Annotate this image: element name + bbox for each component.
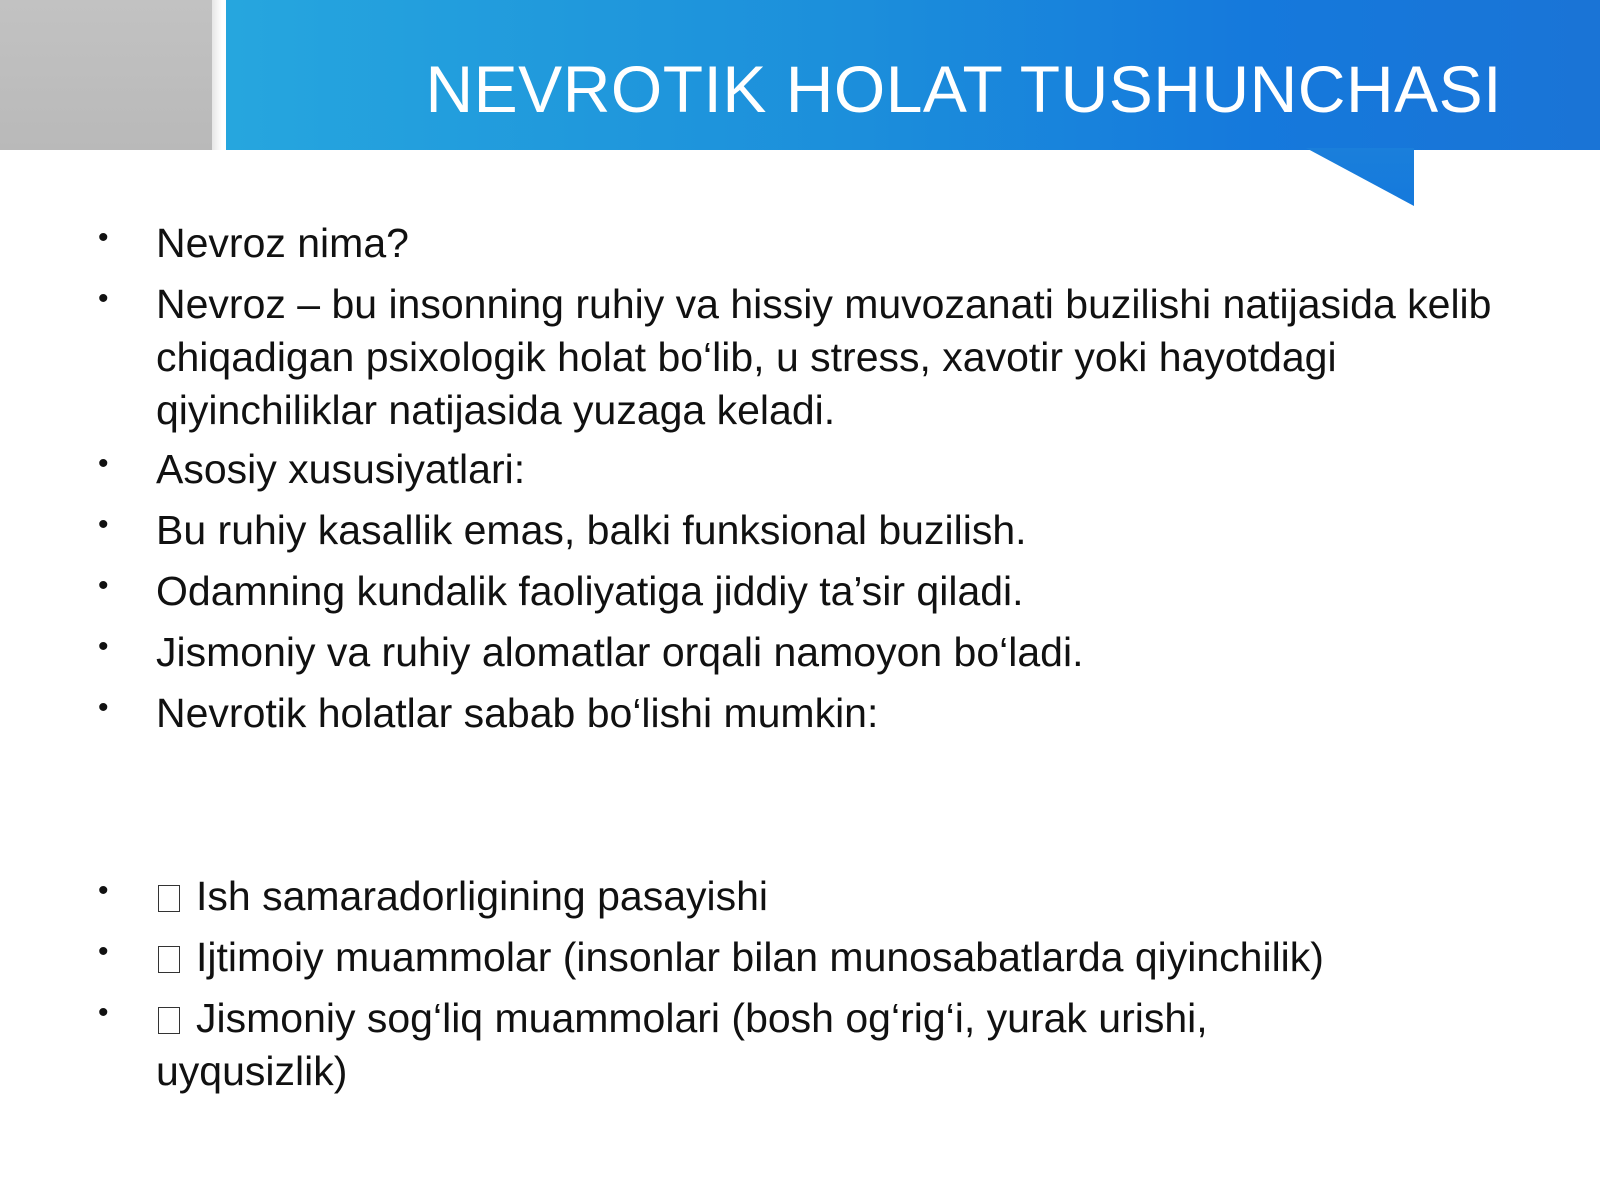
bullet-dot: • (98, 447, 109, 480)
bullet-text: Odamning kundalik faoliyatiga jiddiy ta’sir qiladi. (156, 568, 1024, 614)
bullet-dot: • (98, 935, 109, 968)
bullet-dot: • (98, 630, 109, 663)
bullet-text: Ish samaradorligining pasayishi (196, 873, 769, 919)
bullet-item (98, 931, 1516, 984)
bullet-dot: • (98, 874, 109, 907)
bullet-dot: • (98, 508, 109, 541)
bullet-text: Nevroz – bu insonning ruhiy va hissiy muvozanati buzilishi natijasida kelib chiqadigan psixologik holat bo‘lib, u stress, xavotir yoki hayotdagi qiyinchiliklar natijasida yuzaga keladi. (156, 281, 1492, 433)
bullet-text: Nevrotik holatlar sabab bo‘lishi mumkin: (156, 690, 879, 736)
bullet-text: Ijtimoiy muammolar (insonlar bilan munosabatlarda qiyinchilik) (196, 934, 1324, 980)
bullet-item (98, 870, 1516, 923)
slide-title: NEVROTIK HOLAT TUSHUNCHASI (425, 52, 1502, 126)
bullet-text: Jismoniy va ruhiy alomatlar orqali namoyon bo‘ladi. (156, 629, 1084, 675)
bullet-item (98, 443, 1516, 496)
bullet-dot: • (98, 221, 109, 254)
empty-box-icon (158, 1007, 180, 1034)
bullet-item (98, 217, 1516, 270)
bullet-text: Nevroz nima? (156, 220, 409, 266)
bullet-text: Bu ruhiy kasallik emas, balki funksional buzilish. (156, 507, 1027, 553)
bullet-dot: • (98, 691, 109, 724)
empty-box-icon (158, 946, 180, 973)
bullet-item (98, 992, 1346, 1098)
bullet-item (98, 626, 1516, 679)
bullet-text: Asosiy xususiyatlari: (156, 446, 526, 492)
bullet-item (98, 687, 1516, 740)
bullet-dot: • (98, 282, 109, 315)
bullet-item (98, 504, 1516, 557)
bullet-item (98, 565, 1516, 618)
bullet-dot: • (98, 996, 109, 1029)
empty-box-icon (158, 885, 180, 912)
bullet-text: Jismoniy sog‘liq muammolari (bosh og‘rig‘i, yurak urishi, uyqusizlik) (156, 995, 1208, 1094)
bullet-dot: • (98, 569, 109, 602)
bullet-item (98, 278, 1516, 437)
